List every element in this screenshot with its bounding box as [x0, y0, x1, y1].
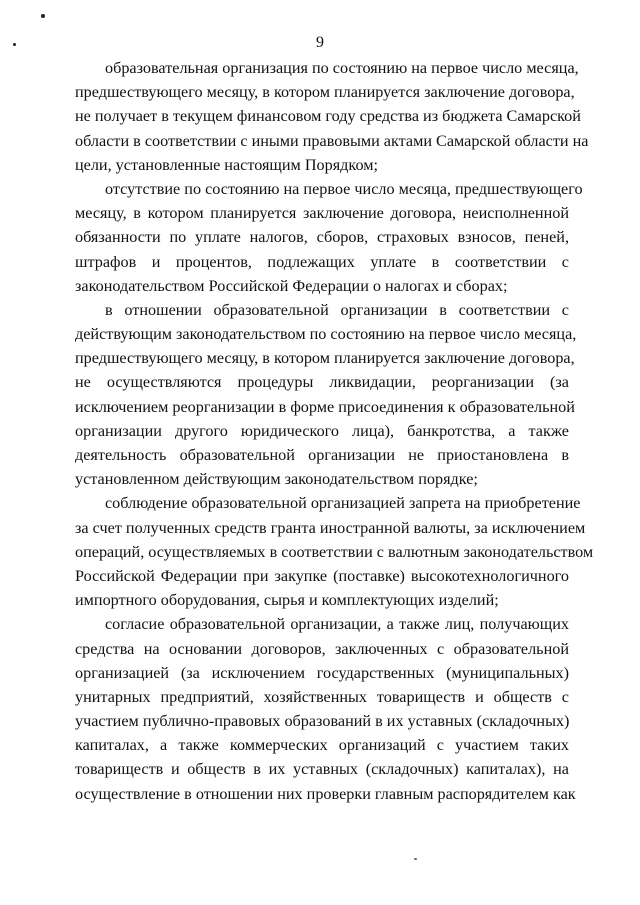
text-line: области в соответствии с иными правовыми актами Самарской области на: [75, 131, 589, 150]
text-line: осуществление в отношении них проверки главным распорядителем как: [75, 784, 576, 803]
scan-speck: [414, 858, 417, 860]
text-line: не получает в текущем финансовом году средства из бюджета Самарской: [75, 107, 581, 126]
text-line: капиталах, а также коммерческих организаций с участием таких: [75, 736, 569, 755]
text-line: не осуществляются процедуры ликвидации, реорганизации (за: [75, 373, 569, 392]
text-line: унитарных предприятий, хозяйственных товариществ и обществ с: [75, 687, 569, 706]
text-line: предшествующего месяцу, в котором планируется заключение договора,: [75, 349, 575, 368]
text-line: отсутствие по состоянию на первое число месяца, предшествующего: [105, 179, 583, 198]
scan-speck: [41, 14, 45, 18]
text-line: обязанности по уплате налогов, сборов, страховых взносов, пеней,: [75, 228, 569, 247]
text-line: образовательная организация по состоянию на первое число месяца,: [105, 59, 579, 77]
text-line: участием публично-правовых образований в их уставных (складочных): [75, 712, 570, 731]
text-line: согласие образовательной организации, а также лиц, получающих: [105, 615, 569, 634]
paragraph: [75, 177, 583, 298]
text-line: месяцу, в котором планируется заключение договора, неисполненной: [75, 204, 569, 223]
text-line: Российской Федерации при закупке (поставке) высокотехнологичного: [75, 566, 569, 585]
text-line: товариществ и обществ в их уставных (складочных) капиталах), на: [75, 760, 569, 779]
text-line: за счет полученных средств гранта иностранной валюты, за исключением: [75, 518, 586, 537]
text-line: цели, установленные настоящим Порядком;: [75, 155, 378, 174]
text-line: исключением реорганизации в форме присоединения к образовательной: [75, 397, 575, 416]
paragraph: [75, 298, 577, 492]
text-line: средства на основании договоров, заключенных с образовательной: [75, 639, 569, 658]
text-line: операций, осуществляемых в соответствии с валютным законодательством: [75, 542, 594, 561]
text-line: организацией (за исключением государственных (муниципальных): [75, 663, 569, 682]
paragraph: [75, 56, 589, 177]
text-line: организации другого юридического лица), банкротства, а также: [75, 421, 569, 440]
text-line: предшествующего месяцу, в котором планируется заключение договора,: [75, 83, 575, 102]
page-number: 9: [316, 34, 324, 51]
text-line: деятельность образовательной организации не приостановлена в: [75, 446, 569, 464]
text-line: соблюдение образовательной организацией запрета на приобретение: [105, 494, 581, 513]
text-line: законодательством Российской Федерации о налогах и сборах;: [75, 276, 508, 295]
text-line: действующим законодательством по состоянию на первое число месяца,: [75, 325, 577, 344]
text-line: импортного оборудования, сырья и комплектующих изделий;: [75, 591, 499, 610]
paragraph: [75, 491, 594, 612]
body-text: [75, 56, 594, 806]
text-line: штрафов и процентов, подлежащих уплате в соответствии с: [75, 252, 569, 271]
text-line: установленном действующим законодательством порядке;: [75, 470, 478, 489]
text-line: в отношении образовательной организации в соответствии с: [105, 300, 569, 319]
paragraph: [75, 612, 576, 806]
